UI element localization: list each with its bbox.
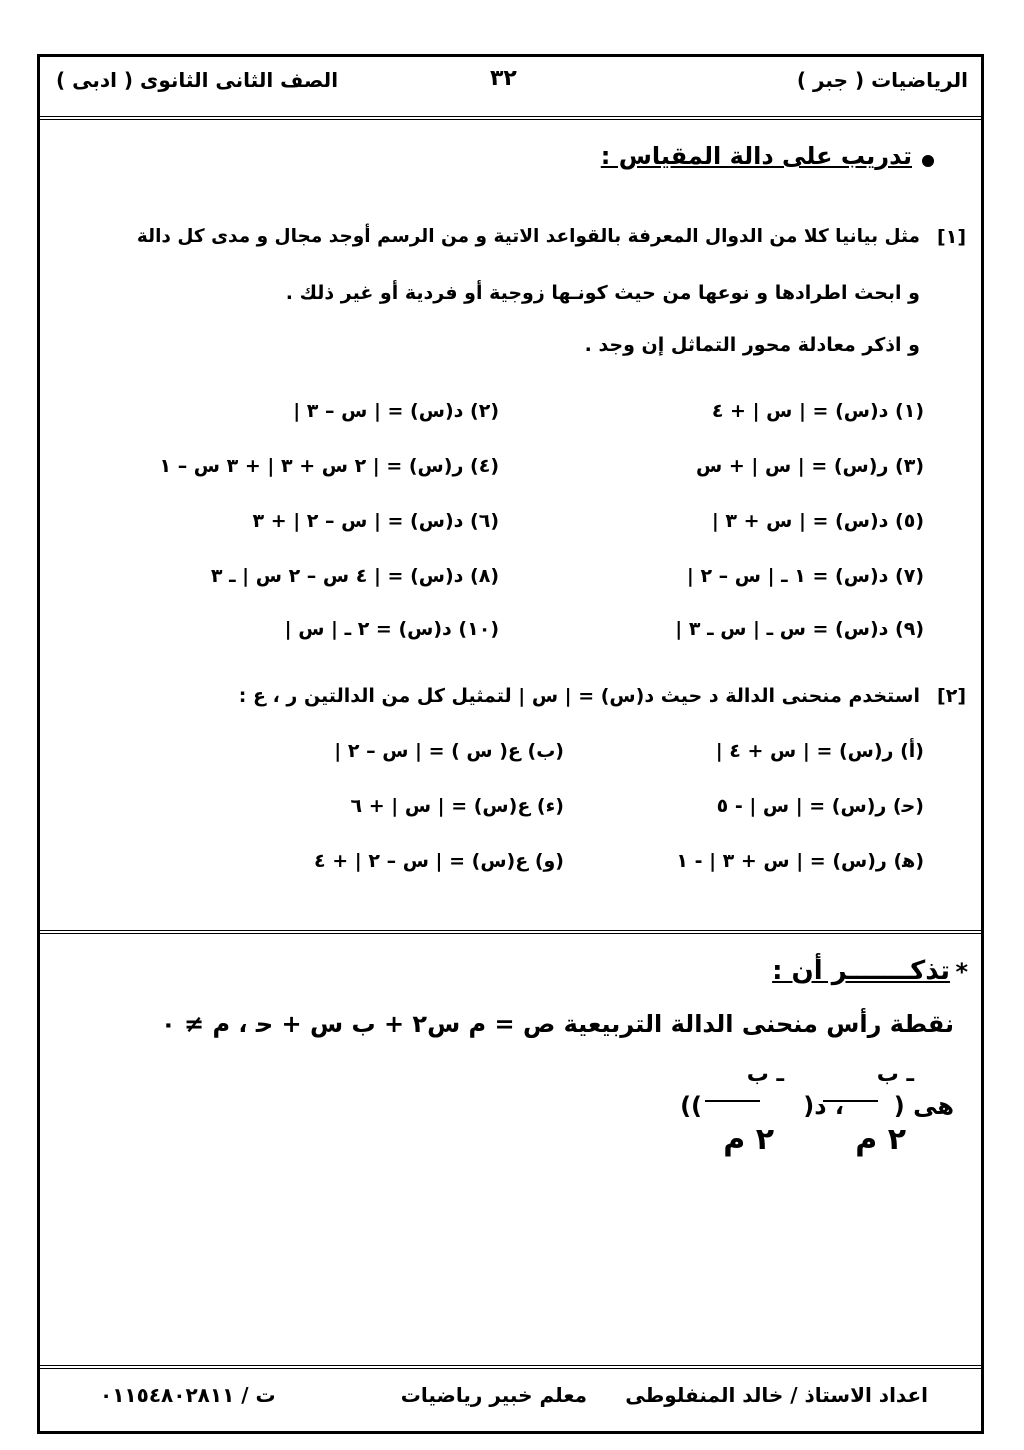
footer-phone: ت / ٠١١٥٤٨٠٢٨١١ [100,1383,276,1407]
q1-item-1: (١) د(س) = | س | + ٤ [711,400,924,422]
q1-item-8: (٨) د(س) = | ٤ س – ٢ س | ـ ٣ [210,565,499,587]
remember-star: * [955,958,968,986]
q1-item-2: (٢) د(س) = | س – ٣ | [293,400,499,422]
q2-item-a: (أ) ر(س) = | س + ٤ | [715,740,924,762]
q1-item-3: (٣) ر(س) = | س | + س [696,455,924,477]
remember-is: هى ( [893,1092,954,1120]
remember-close: )) [680,1092,702,1120]
q2-item-e: (ﻫ) ر(س) = | س + ٣ | - ١ [676,850,924,872]
frac2-bar [705,1100,760,1102]
header-page-number: ٣٢ [490,66,517,91]
q1-line3: و اذكر معادلة محور التماثل إن وجد . [584,334,920,356]
footer-author: اعداد الاستاذ / خالد المنفلوطى [625,1383,928,1407]
section-title: تدريب على دالة المقياس : [600,142,912,170]
q1-item-4: (٤) ر(س) = | ٢ س + ٣ | + ٣ س – ١ [159,455,499,477]
remember-title: تذكـــــــر أن : [772,956,950,986]
q1-line2: و ابحث اطرادها و نوعها من حيث كونـها زوجية أو فردية أو غير ذلك . [285,282,920,304]
header-subject: الرياضيات ( جبر ) [796,68,968,92]
q1-line1: مثل بيانيا كلا من الدوال المعرفة بالقواعد الاتية و من الرسم أوجد مجال و مدى كل دالة [136,226,920,247]
frac2-denominator: ٢ ﻡ [723,1122,774,1157]
q2-item-b: (ب) ع( س ) = | س – ٢ | [334,740,564,762]
bullet-icon [922,155,934,167]
q1-item-5: (٥) د(س) = | س + ٣ | [711,510,924,532]
q2-item-d: (ء) ع(س) = | س | + ٦ [350,795,564,817]
header-divider [40,116,981,120]
section-divider [40,930,981,934]
q1-item-10: (١٠) د(س) = ٢ ـ | س | [284,618,499,640]
q2-number: [٢] [937,685,966,707]
q1-item-9: (٩) د(س) = س ـ | س ـ ٣ | [675,618,924,640]
q2-item-f: (و) ع(س) = | س – ٢ | + ٤ [314,850,564,872]
q1-item-7: (٧) د(س) = ١ ـ | س – ٢ | [686,565,924,587]
q1-item-6: (٦) د(س) = | س – ٢ | + ٣ [252,510,499,532]
header-grade: الصف الثانى الثانوى ( ادبى ) [56,68,339,92]
q2-text: استخدم منحنى الدالة د حيث د(س) = | س | لتمثيل كل من الدالتين ر ، ع : [238,685,920,707]
frac1-numerator: ـ ب [876,1062,914,1087]
footer-divider [40,1365,981,1369]
frac1-denominator: ٢ ﻡ [855,1122,906,1157]
q2-item-c: (ﺣ) ر(س) = | س | - ٥ [716,795,924,817]
remember-line1: نقطة رأس منحنى الدالة التربيعية ص = ﻡ س٢ + ب س + ﺣ ، ﻡ ≠ ٠ [161,1010,954,1038]
remember-sep: ، د( [803,1092,844,1120]
q1-number: [١] [937,226,966,248]
footer-role: معلم خبير رياضيات [400,1383,587,1407]
frac2-numerator: ـ ب [746,1062,784,1087]
